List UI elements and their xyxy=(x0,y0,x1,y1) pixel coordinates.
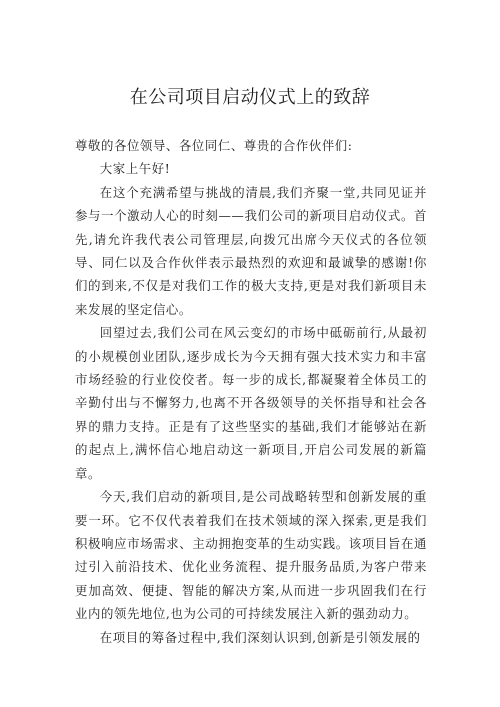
paragraph: 在这个充满希望与挑战的清晨,我们齐聚一堂,共同见证并参与一个激动人心的时刻——我们公司的新项目启动仪式。首先,请允许我代表公司管理层,向拨冗出席今天仪式的各位领导、同仁以及合作伙伴表示最热烈的欢迎和最诚挚的感谢!你们的到来,不仅是对我们工作的极大支持,更是对我们新项目未来发展的坚定信心。 xyxy=(75,184,427,317)
document-body xyxy=(75,134,427,649)
paragraph: 回望过去,我们公司在风云变幻的市场中砥砺前行,从最初的小规模创业团队,逐步成长为今天拥有强大技术实力和丰富市场经验的行业佼佼者。每一步的成长,都凝聚着全体员工的辛勤付出与不懈努力,也离不开各级领导的关怀指导和社会各界的鼎力支持。正是有了这些坚实的基础,我们才能够站在新的起点上,满怀信心地启动这一新项目,开启公司发展的新篇章。 xyxy=(75,325,427,481)
document-title: 在公司项目启动仪式上的致辞 xyxy=(129,87,371,108)
paragraph: 今天,我们启动的新项目,是公司战略转型和创新发展的重要一环。它不仅代表着我们在技术领域的深入探索,更是我们积极响应市场需求、主动拥抱变革的生动实践。该项目旨在通过引入前沿技术、优化业务流程、提升服务品质,为客户带来更加高效、便捷、智能的解决方案,从而进一步巩固我们在行业内的领先地位,也为公司的可持续发展注入新的强劲动力。 xyxy=(75,489,427,622)
salutation: 尊敬的各位领导、各位同仁、尊贵的合作伙伴们: xyxy=(75,138,353,153)
paragraph: 在项目的筹备过程中,我们深刻认识到,创新是引领发展的 xyxy=(99,629,421,645)
greeting: 大家上午好! xyxy=(99,161,171,177)
